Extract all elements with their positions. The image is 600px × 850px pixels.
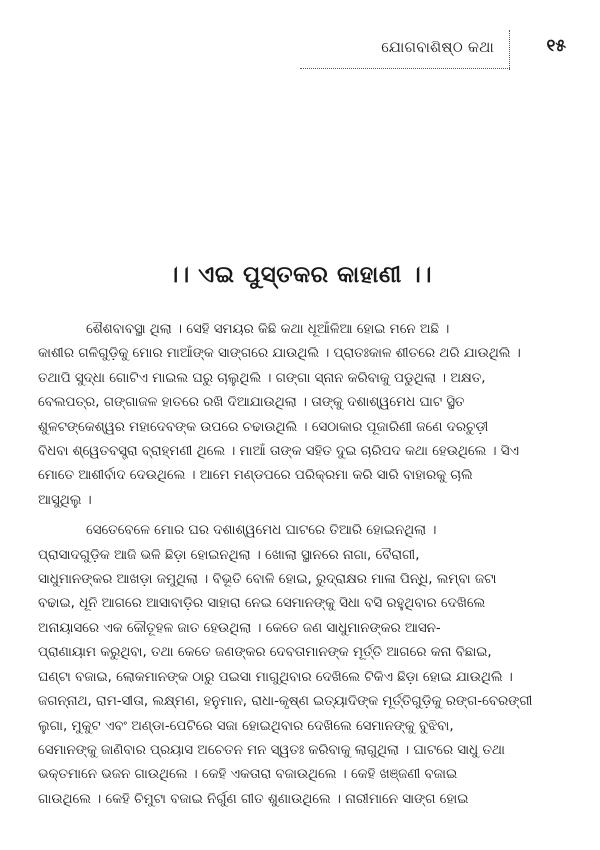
text-line: କାଶୀର ଗଳିଗୁଡ଼ିକୁ ମୋର ମାଆଁଙ୍କ ସାଙ୍ଗରେ ଯାଉଥିଲି । ପ୍ରାତଃକାଳ ଶୀତରେ ଥରି ଯାଉଥିଲି ।	[38, 346, 521, 362]
text-line: ଘଣ୍ଟା ବଜାଇ, ଲୋକମାନଙ୍କ ଠାରୁ ପଇସା ମାଗୁଥିବାର ଦେଖିଲେ ଟିକିଏ ଛିଡ଼ା ହୋଇ ଯାଉଥିଲି ।	[38, 669, 513, 685]
text-line: ସାଧୁମାନଙ୍କର ଆଖଡ଼ା ଜମୁଥିଲା । ବିଭୂତି ବୋଳି ହୋଇ, ରୁଦ୍ରାକ୍ଷର ମାଳା ପିନ୍ଧି, ଲମ୍ବା ଜଟା	[38, 572, 497, 588]
page-number: ୧୫	[546, 36, 566, 56]
text-line: ଗାଉଥିଲେ । କେହି ଚିମୁଟା ବଜାଇ ନିର୍ଗୁଣ ଗୀତ ଶୁଣାଉଥିଲେ । ନାରୀମାନେ ସାଙ୍ଗ ହୋଇ	[38, 791, 469, 807]
text-line: ଜଗନ୍ନାଥ, ରାମ-ସୀତା, ଲକ୍ଷ୍ମଣ, ହନୁମାନ, ରାଧା-କୃଷ୍ଣ ଇତ୍ୟାଦିଙ୍କ ମୂର୍ତ୍ତିଗୁଡ଼ିକୁ ରଙ୍ଗ-ବେରଙ୍ଗୀ	[38, 694, 533, 710]
text-line: ମୋତେ ଆଶୀର୍ବାଦ ଦେଉଥିଲେ । ଆମେ ମଣ୍ଡପରେ ପରିକ୍ରମା କରି ସାରି ବାହାରକୁ ଚାଲି	[38, 468, 473, 484]
body-text	[38, 318, 570, 812]
text-line: ଶୁଳଟଙ୍କେଶ୍ୱର ମହାଦେବଙ୍କ ଉପରେ ଚଢାଉଥିଲି । ସେଠାକାର ପୂଜାରିଣୀ ଜଣେ ଦରଚୁଡ଼ୀ	[38, 419, 489, 435]
chapter-heading: ।। ଏଇ ପୁସ୍ତକର କାହାଣୀ ।।	[167, 262, 433, 288]
text-line: ଲୁଗା, ମୁକୁଟ ଏବଂ ଅଣ୍ଡା-ପେଟିରେ ସଜା ହୋଇଥିବାର ଦେଖିଲେ ସେମାନଙ୍କୁ ବୁଝିବା,	[38, 718, 454, 734]
text-line: ବିଧବା ଶ୍ୱେତବସ୍ତ୍ରା ବ୍ରାହ୍ମଣୀ ଥିଲେ । ମାଆଁ ତାଙ୍କ ସହିତ ଦୁଇ ଚାରିପଦ କଥା ହେଉଥିଲେ । ସିଏ	[38, 444, 519, 460]
running-title: ଯୋଗବାଶିଷ୍ଠ କଥା	[381, 38, 494, 56]
paragraph	[38, 318, 570, 513]
running-header	[300, 30, 572, 70]
text-line: ସେମାନଙ୍କୁ ଜାଣିବାର ପ୍ରୟାସ ଅଚେତନ ମନ ସ୍ୱତଃ କରିବାକୁ ଲାଗୁଥିଲା । ଘାଟରେ ସାଧୁ ତଥା	[38, 742, 505, 758]
header-divider-horizontal	[300, 68, 510, 69]
text-line: ବେଲପତ୍ର, ଗଙ୍ଗାଜଳ ହାତରେ ରଖି ଦିଆଯାଉଥିଲା । ତାଙ୍କୁ ଦଶାଶ୍ୱମେଧ ଘାଟ ସ୍ଥିତ	[38, 395, 465, 411]
text-line: ଆସୁଥିଲୁ ।	[38, 492, 92, 508]
text-line: ଭକ୍ତମାନେ ଭଜନ ଗାଉଥିଲେ । କେହି ଏକତାରା ବଜାଉଥିଲେ । କେହି ଖଞ୍ଜଣୀ ବଜାଇ	[38, 767, 458, 783]
paragraph	[38, 519, 570, 812]
text-line: ବଢାଇ, ଧୂନି ଆଗରେ ଆସାବାଡ଼ିର ସାହାରା ନେଇ ସେମାନଙ୍କୁ ସିଧା ବସି ରହୁଥିବାର ଦେଖିଲେ	[38, 596, 486, 612]
text-line: ଶୈଶବାବସ୍ଥା ଥିଲା । ସେହି ସମୟର କିଛି କଥା ଧୂଆଁଳିଆ ହୋଇ ମନେ ଅଛି ।	[86, 322, 450, 337]
text-line: ପ୍ରାଣାୟାମ କରୁଥିବା, ତଥା କେତେ ଜଣଙ୍କର ଦେବତାମାନଙ୍କ ମୂର୍ତ୍ତି ଆଗରେ କନା ବିଛାଇ,	[38, 645, 492, 661]
text-line: ତଥାପି ସୁଦ୍ଧା ଗୋଟିଏ ମାଇଲ ଘରୁ ଚାଲୁଥିଲି । ଗଙ୍ଗା ସ୍ନାନ କରିବାକୁ ପଡୁଥିଲା । ଅକ୍ଷତ,	[38, 370, 486, 386]
text-line: ପ୍ରାସାଦଗୁଡ଼ିକ ଆଜି ଭଳି ଛିଡ଼ା ହୋଇନଥିଲା । ଖୋଲା ସ୍ଥାନରେ ନାଗା, ବୈରାଗୀ,	[38, 547, 420, 563]
text-line: ଅନାୟାସରେ ଏକ କୌତୂହଳ ଜାତ ହେଉଥିଲା । କେତେ ଜଣ ସାଧୁମାନଙ୍କର ଆସନ-	[38, 620, 441, 636]
header-divider-vertical	[509, 30, 510, 70]
text-line: ସେତେବେଳେ ମୋର ଘର ଦଶାଶ୍ୱମେଧ ଘାଟରେ ତିଆରି ହୋଇନଥିଲା ।	[86, 523, 437, 539]
